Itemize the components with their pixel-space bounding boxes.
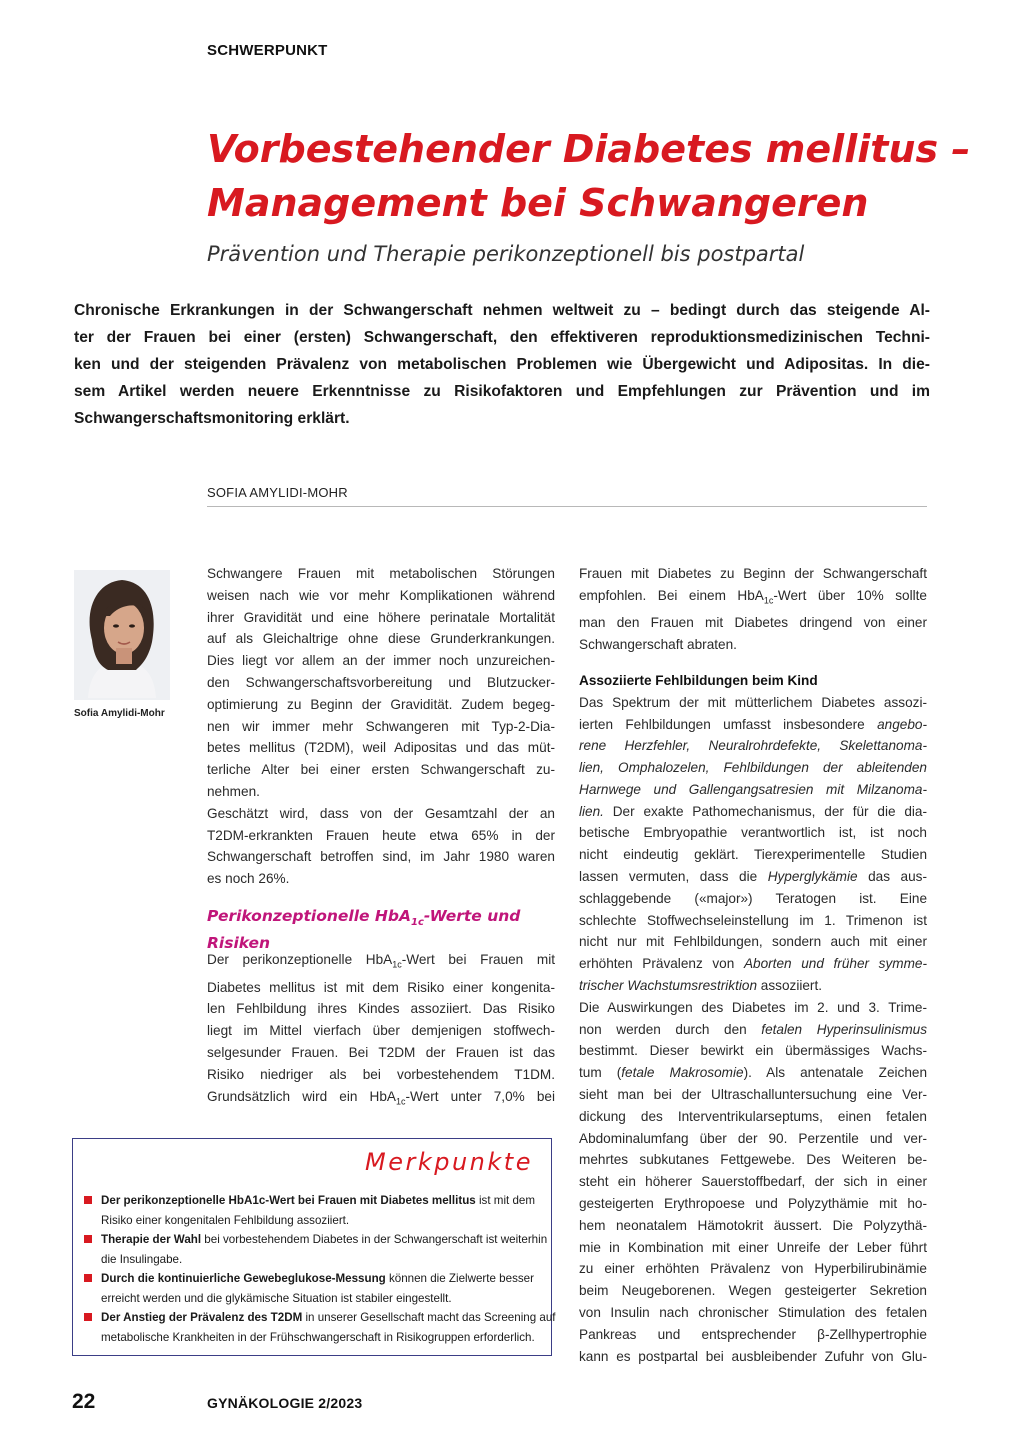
item-text: in unserer Gesellschaft macht das Screening auf [302, 1311, 556, 1324]
journal-issue: GYNÄKOLOGIE 2/2023 [207, 1395, 363, 1411]
text-line [579, 714, 927, 736]
text-line: Schwangerschaft betroffen sind, im Jahr 1980 waren [207, 849, 555, 865]
text: non werden durch den [579, 1021, 762, 1037]
item-line [101, 1269, 542, 1289]
text-line: dickung des Interventrikularseptums, einen fetalen [579, 1108, 927, 1124]
text-line: schlechte Stoffwechseleinstellung im 1. Trimenon ist [579, 912, 927, 928]
text-line [207, 1086, 555, 1114]
text: empfohlen. Bei einem HbA [579, 587, 764, 603]
text: assoziiert. [757, 978, 822, 994]
red-square-bullet-icon [84, 1196, 92, 1204]
text-line: mehrtes subkutanes Fettgewebe. Des Weiteren be- [579, 1152, 927, 1168]
text-line [579, 1062, 927, 1084]
italic-text: Hyperglykämie [767, 869, 858, 885]
text-line: nicht eindeutig geklärt. Tierexperimentelle Studien [579, 847, 927, 863]
item-line [101, 1308, 556, 1328]
merkpunkt-item [84, 1230, 548, 1269]
item-text: bei vorbestehendem Diabetes in der Schwangerschaft ist weiterhin [201, 1233, 548, 1246]
text-line: von Insulin nach chronischer Stimulation des fetalen [579, 1305, 927, 1321]
text-line: mie in Kombination mit einer Unreife der Leber führt [579, 1239, 927, 1255]
merkpunkt-item [84, 1191, 542, 1230]
page-number: 22 [72, 1390, 96, 1413]
section-label: SCHWERPUNKT [207, 42, 328, 59]
text-line: auf als Gleichaltrige ohne diese Grunderkrankungen. [207, 631, 555, 647]
text-line: lien, Omphalozelen, Fehlbildungen der ableitenden [579, 760, 927, 776]
text-line: hem neonatalem Hämotokrit äussert. Die Polyzythä- [579, 1217, 927, 1233]
text-line: zu einer erhöhten Prävalenz von Hyperbilirubinämie [579, 1261, 927, 1277]
text: -Wert bei Frauen mit [401, 952, 556, 967]
text-line: Schwangerschaft abraten. [579, 637, 737, 653]
lead-paragraph [74, 297, 930, 432]
text: ). Als antenatale Zeichen [743, 1065, 928, 1081]
text-line: selgesunder Frauen. Bei T2DM der Frauen ist das [207, 1044, 555, 1060]
author-name: SOFIA AMYLIDI-MOHR [207, 485, 348, 500]
text: -Wert unter 7,0% bei [405, 1088, 556, 1104]
text-line: nicht nur mit Fehlbildungen, sondern auch mit einer [579, 934, 927, 950]
text-line: liegt im Mittel vierfach über demjenigen stoffwech- [207, 1023, 555, 1039]
text: Grundsätzlich wird ein HbA [207, 1088, 397, 1104]
subscript: 1c [396, 1096, 406, 1107]
heading-text: -Werte und [423, 907, 521, 925]
text-line: T2DM-erkrankten Frauen heute etwa 65% in der [207, 827, 555, 843]
merkpunkte-title: Merkpunkte [365, 1148, 533, 1176]
heading-line: Risiken [207, 934, 271, 953]
lead-line: ken und der steigenden Prävalenz von metabolischen Problemen wie Übergewicht und Adipositas. In die- [74, 356, 930, 373]
red-square-bullet-icon [84, 1235, 92, 1243]
text-line: Dies liegt vor allem an der immer noch unzureichen- [207, 653, 555, 669]
text-line: Risiko niedriger als bei vorbestehendem T1DM. [207, 1066, 555, 1082]
item-line [101, 1191, 542, 1211]
article-title [207, 122, 987, 230]
text-line: bestimmt. Dieser bewirkt ein übermässiges Wachs- [579, 1043, 927, 1059]
text-line: den Schwangerschaftsvorbereitung und Blutzucker- [207, 674, 555, 690]
item-bold: Durch die kontinuierliche Gewebeglukose-Messung [101, 1272, 386, 1285]
author-divider [207, 506, 927, 507]
italic-text: trischer Wachstumsrestriktion [579, 978, 758, 994]
text-line [207, 949, 555, 977]
item-bold: Der Anstieg der Prävalenz des T2DM [101, 1311, 303, 1324]
body-column-1-continued [207, 949, 555, 1113]
text-line: schlaggebende («major») Teratogen ist. Eine [579, 890, 927, 906]
text-line: len Fehlbildung ihres Kindes assoziiert. Das Risiko [207, 1001, 555, 1017]
title-line-2: Management bei Schwangeren [207, 181, 869, 225]
text-line [579, 975, 927, 997]
item-line: Risiko einer kongenitalen Fehlbildung assoziiert. [101, 1213, 350, 1227]
text: -Wert über 10% sollte [773, 587, 927, 603]
text-line: gesteigerten Erythropoese und Polyzythämie mit ho- [579, 1196, 927, 1212]
text-line: weisen nach wie vor mehr Komplikationen während [207, 587, 555, 603]
heading-text: Perikonzeptionelle HbA [207, 907, 411, 925]
text-line: nehmen. [207, 783, 260, 799]
text: lassen vermuten, dass die [579, 869, 768, 885]
lead-line: Chronische Erkrankungen in der Schwangerschaft nehmen weltweit zu – bedingt durch das steigende Al- [74, 302, 930, 319]
text: Der perikonzeptionelle HbA [207, 952, 393, 967]
merkpunkte-list [84, 1191, 556, 1347]
subscript: 1c [392, 959, 402, 970]
text-line: sieht man bei der Ultraschalluntersuchung eine Ver- [579, 1087, 927, 1103]
text-line: es noch 26%. [207, 871, 290, 887]
text-line [579, 801, 927, 823]
text-line: optimierung zu Beginn der Gravidität. Zudem begeg- [207, 696, 555, 712]
lead-line: ter der Frauen bei einer (ersten) Schwangerschaft, den effektiveren reproduktionsmedizinischen Techni- [74, 329, 930, 346]
italic-text: fetale Makrosomie [621, 1065, 744, 1081]
title-line-1: Vorbestehender Diabetes mellitus – [207, 127, 971, 171]
item-bold: Der perikonzeptionelle HbA1c-Wert bei Frauen mit Diabetes mellitus [101, 1194, 476, 1207]
text-line [579, 1019, 927, 1041]
italic-text: angebo- [877, 716, 927, 732]
text-line: rene Herzfehler, Neuralrohrdefekte, Skelettanoma- [579, 738, 927, 754]
text: tum ( [579, 1065, 622, 1081]
text-line [579, 953, 927, 975]
lead-line: sem Artikel werden neuere Erkenntnisse zu Risikofaktoren und Empfehlungen zur Prävention und im [74, 383, 930, 400]
section-heading-hba1c [207, 906, 555, 953]
photo-caption: Sofia Amylidi-Mohr [74, 708, 165, 719]
merkpunkt-item [84, 1269, 542, 1308]
author-photo [74, 570, 170, 700]
text-line: man den Frauen mit Diabetes dringend von einer [579, 615, 927, 631]
subscript: 1c [763, 595, 774, 606]
text-line: Pankreas und entsprechender β-Zellhypertrophie [579, 1326, 927, 1342]
text-line: betes mellitus (T2DM), weil Adipositas und das müt- [207, 740, 555, 756]
italic-text: fetalen Hyperinsulinismus [761, 1021, 927, 1037]
text-line: Frauen mit Diabetes zu Beginn der Schwangerschaft [579, 566, 927, 581]
red-square-bullet-icon [84, 1274, 92, 1282]
heading-line [207, 906, 555, 933]
body-column-1 [207, 563, 555, 890]
paragraph-gap [579, 656, 927, 670]
article-subtitle: Prävention und Therapie perikonzeptionell bis postpartal [207, 242, 805, 266]
text-line: Schwangere Frauen mit metabolischen Störungen [207, 566, 555, 581]
red-square-bullet-icon [84, 1313, 92, 1321]
text-line [579, 866, 927, 888]
section-heading-malformations: Assoziierte Fehlbildungen beim Kind [579, 672, 818, 688]
text: das aus- [857, 869, 927, 885]
lead-line: Schwangerschaftsmonitoring erklärt. [74, 410, 350, 427]
text-line: terliche Alter bei einer ersten Schwangerschaft zu- [207, 762, 555, 778]
text-line: kann es postpartal bei ausbleibender Zufuhr von Glu- [579, 1348, 927, 1364]
text-line: Die Auswirkungen des Diabetes im 2. und 3. Trime- [579, 999, 927, 1015]
portrait-image [74, 570, 170, 700]
text-line: Harnwege und Gallengangsatresien mit Milzanoma- [579, 781, 927, 797]
item-text: ist mit dem [475, 1194, 536, 1207]
text-line: steht ein höherer Sauerstoffbedarf, der sich in einer [579, 1174, 927, 1190]
text-line: Diabetes mellitus ist mit dem Risiko einer kongenita- [207, 979, 555, 995]
body-column-2 [579, 563, 927, 1367]
merkpunkt-item [84, 1308, 556, 1347]
item-line: erreicht werden und die glykämische Situation ist stabiler eingestellt. [101, 1291, 452, 1305]
text-line: ihrer Gravidität und eine höhere perinatale Mortalität [207, 609, 555, 625]
text-line: Abdominalumfang über der 90. Perzentile und ver- [579, 1130, 927, 1146]
item-line [101, 1230, 548, 1250]
text-line: betische Embryopathie verantwortlich ist, ist noch [579, 825, 927, 841]
italic-text: lien. [579, 803, 604, 819]
item-bold: Therapie der Wahl [101, 1233, 202, 1246]
text-line: nen wir immer mehr Schwangeren mit Typ-2-Dia- [207, 718, 555, 734]
item-line: die Insulingabe. [101, 1252, 183, 1266]
text: erhöhten Prävalenz von [579, 956, 744, 972]
text-line: Das Spektrum der mit mütterlichem Diabetes assozi- [579, 694, 927, 710]
text-line: beim Neugeborenen. Wegen gesteigerter Sekretion [579, 1283, 927, 1299]
text-line: Geschätzt wird, dass von der Gesamtzahl der an [207, 805, 555, 821]
italic-text: Aborten und früher symme- [743, 956, 927, 972]
text: Der exakte Pathomechanismus, der für die dia- [603, 803, 927, 819]
item-text: können die Zielwerte besser [385, 1272, 534, 1285]
text-line [579, 585, 927, 613]
text: ierten Fehlbildungen umfasst insbesondere [579, 716, 878, 732]
subscript: 1c [411, 917, 424, 929]
item-line: metabolische Krankheiten in der Frühschwangerschaft in Risikogruppen erforderlich. [101, 1330, 535, 1344]
